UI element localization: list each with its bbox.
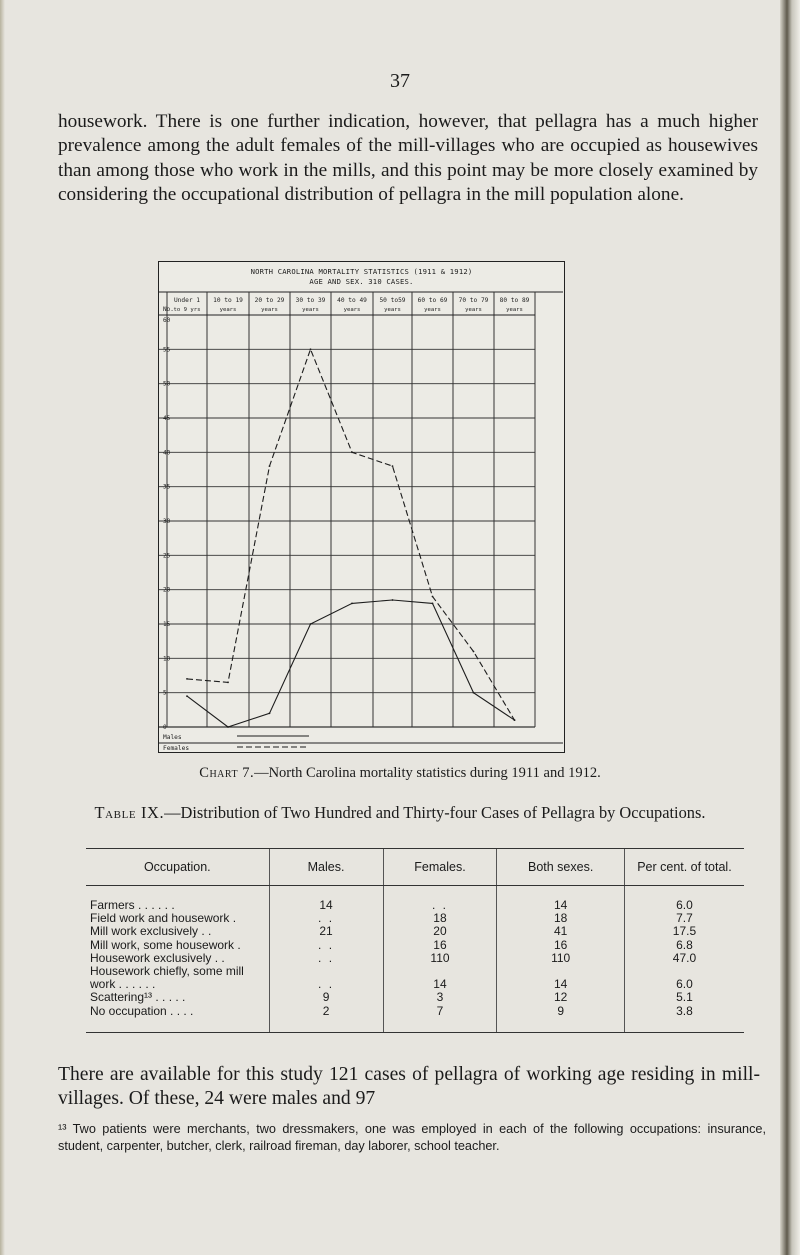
cell-females: 16: [383, 939, 497, 952]
chart-caption: [0, 765, 800, 782]
data-point-males: [351, 603, 353, 605]
y-tick-label: 30: [163, 518, 171, 525]
cell-males: . .: [269, 939, 383, 952]
column-header-age-range: 20 to 29: [254, 297, 285, 304]
table-title-lead: Table IX.: [94, 803, 165, 822]
table-row: [86, 991, 744, 1004]
header-percent: Per cent. of total.: [624, 849, 744, 886]
table-title: [60, 803, 740, 823]
cell-both: 16: [497, 939, 624, 952]
data-point-males: [227, 726, 229, 728]
cell-males: 21: [269, 925, 383, 938]
cell-occupation: Farmers . . . . . .: [90, 898, 175, 912]
data-point-males: [269, 712, 271, 714]
cell-males: . .: [269, 952, 383, 965]
closing-paragraph: There are available for this study 121 cases of pellagra of working age residing in mill-villages. Of these, 24 were males and 97: [58, 1064, 760, 1110]
legend-label-males: Males: [163, 734, 182, 741]
header-both-sexes: Both sexes.: [497, 849, 624, 886]
page-number: 37: [390, 70, 410, 92]
cell-males: . .: [269, 978, 383, 991]
y-tick-label: 50: [163, 380, 171, 388]
y-tick-label: 20: [163, 586, 171, 594]
y-tick-label: 5: [163, 689, 167, 697]
data-point-females: [310, 348, 312, 350]
cell-percent: 17.5: [624, 925, 744, 938]
data-point-females: [514, 719, 516, 721]
cell-both: 110: [497, 952, 624, 965]
table-row: [86, 886, 744, 913]
page-gutter-shadow: [0, 0, 5, 1255]
table-title-text: —Distribution of Two Hundred and Thirty-four Cases of Pellagra by Occupations.: [164, 803, 706, 822]
data-point-females: [186, 678, 188, 680]
data-point-males: [186, 695, 188, 697]
column-header-years: years: [219, 307, 237, 313]
y-tick-label: 15: [163, 621, 171, 628]
y-tick-label: 55: [163, 346, 171, 354]
data-point-males: [432, 603, 434, 605]
column-header-years: years: [465, 307, 482, 313]
cell-both: 14: [497, 978, 624, 991]
column-header-age-range: 60 to 69: [417, 297, 448, 304]
chart-title-line-1: NORTH CAROLINA MORTALITY STATISTICS (1911 & 1912): [250, 267, 473, 276]
y-axis-label: No.: [163, 306, 174, 313]
data-point-females: [269, 465, 271, 467]
mortality-chart: [158, 261, 565, 753]
y-tick-label: 25: [163, 552, 171, 560]
cell-percent: 6.0: [624, 886, 744, 913]
table-body: [86, 886, 744, 1033]
header-occupation: Occupation.: [86, 849, 269, 886]
cell-occupation: Housework chiefly, some mill: [90, 964, 244, 979]
cell-percent: 5.1: [624, 991, 744, 1004]
header-females: Females.: [383, 849, 497, 886]
column-header-age-range: 70 to 79: [458, 297, 489, 304]
y-tick-label: 45: [163, 415, 171, 422]
column-header-age-range: 30 to 39: [295, 297, 326, 304]
data-point-females: [432, 596, 434, 598]
cell-females: 110: [383, 952, 497, 965]
column-header-age-range: Under 1: [173, 297, 201, 304]
cell-percent: 47.0: [624, 952, 744, 965]
chart-title-line-2: AGE AND SEX. 310 CASES.: [309, 276, 414, 286]
table-row: [86, 925, 744, 938]
column-header-age-range: 80 to 89: [499, 297, 530, 304]
book-binding-edge: [780, 0, 800, 1255]
table-row: [86, 1005, 744, 1033]
cell-occupation: Scattering¹³ . . . . .: [90, 990, 186, 1005]
cell-females: 14: [383, 978, 497, 991]
cell-females: . .: [383, 886, 497, 913]
header-males: Males.: [269, 849, 383, 886]
series-line-females: [187, 349, 515, 720]
y-tick-label: 40: [163, 449, 171, 457]
cell-occupation: Mill work exclusively . .: [90, 924, 212, 939]
cell-females: 20: [383, 925, 497, 938]
column-header-years: years: [506, 307, 523, 313]
cell-males: 14: [269, 886, 383, 913]
column-header-years: years: [424, 307, 441, 313]
series-line-males: [187, 600, 515, 727]
data-point-females: [227, 682, 229, 684]
y-tick-label: 10: [163, 655, 171, 663]
data-point-females: [473, 651, 475, 653]
cell-both: 41: [497, 925, 624, 938]
cell-percent: 7.7: [624, 912, 744, 925]
data-point-males: [392, 599, 394, 601]
column-header-years: years: [384, 307, 401, 313]
column-header-years: years: [302, 307, 319, 313]
table-header-row: [86, 849, 744, 886]
cell-occupation: Mill work, some housework .: [90, 937, 241, 952]
cell-both: 9: [497, 1005, 624, 1033]
chart-caption-text: —North Carolina mortality statistics during 1911 and 1912.: [254, 765, 601, 781]
cell-males: . .: [269, 912, 383, 925]
column-header-age-range: 50 to59: [379, 297, 406, 304]
cell-occupation: Housework exclusively . .: [90, 950, 225, 965]
cell-males: 9: [269, 991, 383, 1004]
data-point-females: [351, 451, 353, 453]
cell-females: 7: [383, 1005, 497, 1033]
cell-females: 18: [383, 912, 497, 925]
y-tick-label: 60: [163, 317, 171, 324]
chart-caption-lead: Chart 7.: [199, 765, 255, 781]
footnote: ¹³ Two patients were merchants, two dressmakers, one was employed in each of the following occupations: insurance, student, carpenter, butcher, clerk, railroad fireman, day laborer, school teacher.: [58, 1122, 766, 1154]
y-tick-label: 35: [163, 483, 171, 491]
cell-percent: 3.8: [624, 1005, 744, 1033]
legend-label-females: Females: [163, 745, 190, 751]
table-row: [86, 939, 744, 952]
y-tick-label: 0: [163, 724, 167, 731]
cell-occupation: No occupation . . . .: [86, 1005, 269, 1033]
data-point-males: [473, 692, 475, 694]
cell-males: 2: [269, 1005, 383, 1033]
column-header-age-range: 40 to 49: [337, 297, 367, 304]
column-header-age-range: 10 to 19: [213, 297, 243, 304]
cell-percent: 6.8: [624, 939, 744, 952]
data-point-females: [392, 465, 394, 467]
cell-occupation: Field work and housework .: [90, 911, 237, 926]
chart-plot: [159, 262, 563, 751]
cell-both: 18: [497, 912, 624, 925]
cell-occupation: work . . . . . .: [90, 977, 156, 992]
intro-paragraph: housework. There is one further indication, however, that pellagra has a much higher prevalence among the adult females of the mill-villages who are occupied as housewives than among those who work in the mills, and this point may be more closely examined by considering the occupational distribution of pellagra in the mill population alone.: [58, 111, 758, 206]
column-header-years: years: [261, 307, 278, 313]
cell-percent: 6.0: [624, 978, 744, 991]
column-header-years: years: [343, 307, 361, 313]
cell-both: 12: [497, 991, 624, 1004]
cell-females: 3: [383, 991, 497, 1004]
table-row: [86, 965, 744, 978]
cell-both: 14: [497, 886, 624, 913]
column-header-years: to 9 yrs: [173, 307, 201, 313]
occupation-table: [86, 848, 744, 1033]
data-point-males: [310, 623, 312, 625]
